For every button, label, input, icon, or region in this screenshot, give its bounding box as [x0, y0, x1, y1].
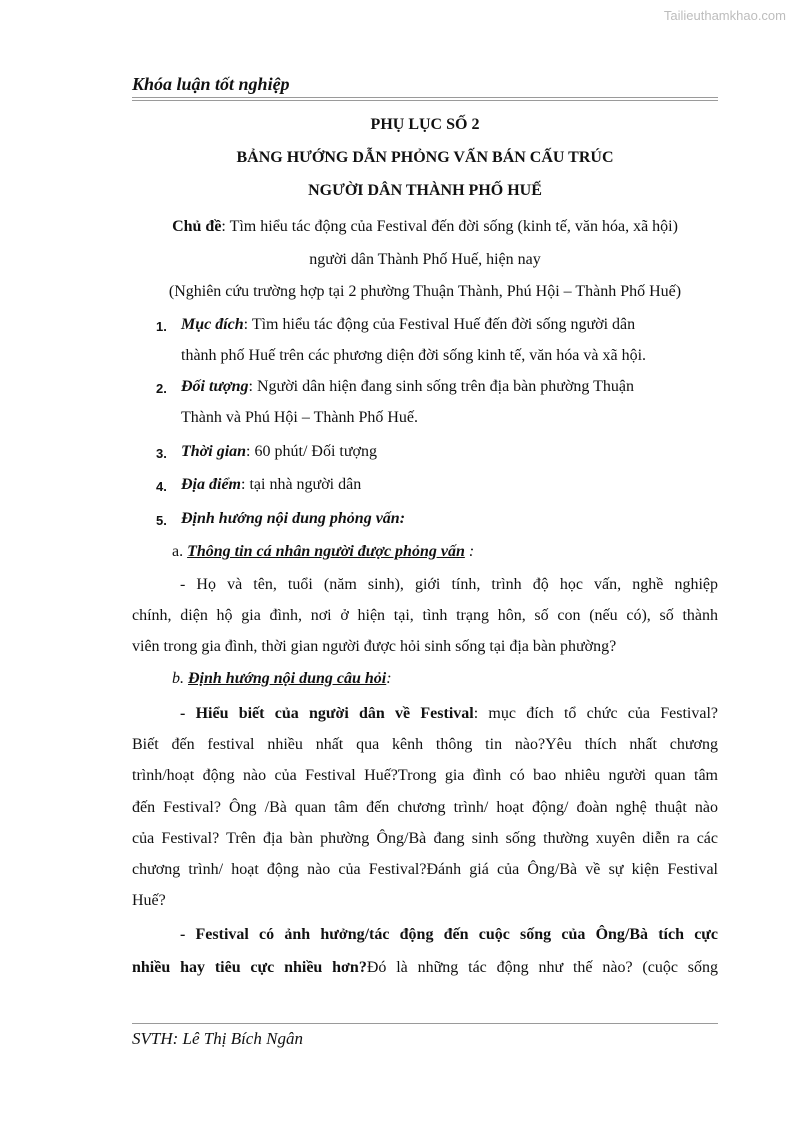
section-b-line: chương trình/ hoạt động nào của Festival?Đánh giá của Ông/Bà về sự kiện Festival: [132, 861, 718, 878]
item-orientation: [181, 510, 405, 528]
topic-line: [120, 218, 730, 236]
header-rule: [132, 97, 718, 101]
section-b-para1-first: [132, 705, 718, 723]
item-subject: [181, 378, 634, 396]
header-title: Khóa luận tốt nghiệp: [132, 74, 290, 94]
section-a-line: - Họ và tên, tuổi (năm sinh), giới tính, trình độ học vấn, nghề nghiệp: [180, 576, 718, 593]
item-label: Định hướng nội dung phỏng vấn:: [181, 510, 406, 527]
item-number: 2.: [156, 381, 167, 396]
section-a-heading: [172, 543, 474, 561]
section-b-title: Định hướng nội dung câu hỏi: [188, 670, 387, 687]
section-b-line: của Festival? Trên địa bàn phường Ông/Bà đang sinh sống thường xuyên diễn ra các: [132, 830, 718, 847]
item-time: [181, 443, 377, 461]
document-subtitle: NGƯỜI DÂN THÀNH PHỐ HUẾ: [308, 182, 542, 199]
section-a-prefix: a.: [172, 543, 184, 560]
appendix-title: PHỤ LỤC SỐ 2: [370, 116, 480, 133]
topic-text: : Tìm hiểu tác động của Festival đến đời sống (kinh tế, văn hóa, xã hội): [221, 218, 678, 235]
section-b-para1-rest: : mục đích tổ chức của Festival?: [473, 705, 719, 722]
footer-author: SVTH: Lê Thị Bích Ngân: [132, 1029, 303, 1048]
item-number: 1.: [156, 319, 167, 334]
topic-label: Chủ đề: [172, 218, 222, 235]
item-text: : Tìm hiểu tác động của Festival Huế đến đời sống người dân: [243, 316, 636, 333]
item-text: : 60 phút/ Đối tượng: [246, 443, 377, 460]
section-a-line: viên trong gia đình, thời gian người được hỏi sinh sống tại địa bàn phường?: [132, 638, 617, 655]
section-b-para1-bold: - Hiểu biết của người dân về Festival: [180, 705, 474, 722]
section-b-line: đến Festival? Ông /Bà quan tâm đến chương trình/ hoạt động/ đoàn nghệ thuật nào: [132, 799, 718, 816]
item-purpose-cont: thành phố Huế trên các phương diện đời sống kinh tế, văn hóa và xã hội.: [181, 347, 647, 364]
item-place: [181, 476, 361, 494]
item-text: : Người dân hiện đang sinh sống trên địa bàn phường Thuận: [248, 378, 634, 395]
item-purpose: [181, 316, 635, 334]
item-label: Đối tượng: [181, 378, 249, 395]
item-number: 5.: [156, 513, 167, 528]
section-b-suffix: :: [386, 670, 392, 687]
section-b-para2-line1: - Festival có ảnh hưởng/tác động đến cuộc sống của Ông/Bà tích cực: [180, 926, 718, 943]
section-b-heading: [172, 670, 392, 688]
section-b-prefix: b.: [172, 670, 184, 687]
item-text: : tại nhà người dân: [241, 476, 362, 493]
section-a-line: chính, diện hộ gia đình, nơi ở hiện tại, tình trạng hôn, số con (nếu có), số thành: [132, 607, 718, 624]
item-number: 3.: [156, 446, 167, 461]
item-label: Địa điểm: [181, 476, 241, 493]
case-study-note: (Nghiên cứu trường hợp tại 2 phường Thuận Thành, Phú Hội – Thành Phố Huế): [168, 283, 682, 300]
section-b-para2-rest: Đó là những tác động như thế nào? (cuộc sống: [366, 959, 718, 976]
section-b-line: Biết đến festival nhiều nhất qua kênh thông tin nào?Yêu thích nhất chương: [132, 736, 718, 753]
section-b-line: Huế?: [132, 892, 166, 909]
footer-rule: [132, 1023, 718, 1024]
topic-line-2: người dân Thành Phố Huế, hiện nay: [309, 251, 541, 268]
watermark: Tailieuthamkhao.com: [663, 8, 786, 23]
document-title: BẢNG HƯỚNG DẪN PHỎNG VẤN BÁN CẤU TRÚC: [236, 149, 614, 166]
section-b-line: trình/hoạt động nào của Festival Huế?Trong gia đình có bao nhiêu người quan tâm: [132, 767, 718, 784]
item-label: Mục đích: [181, 316, 244, 333]
item-subject-cont: Thành và Phú Hội – Thành Phố Huế.: [181, 409, 419, 426]
section-a-suffix: :: [464, 543, 475, 560]
section-b-para2-line2: [132, 959, 718, 977]
item-label: Thời gian: [181, 443, 247, 460]
section-b-para2-bold: nhiều hay tiêu cực nhiều hơn?: [132, 959, 367, 976]
item-number: 4.: [156, 479, 167, 494]
section-a-title: Thông tin cá nhân người được phỏng vấn: [187, 543, 465, 560]
